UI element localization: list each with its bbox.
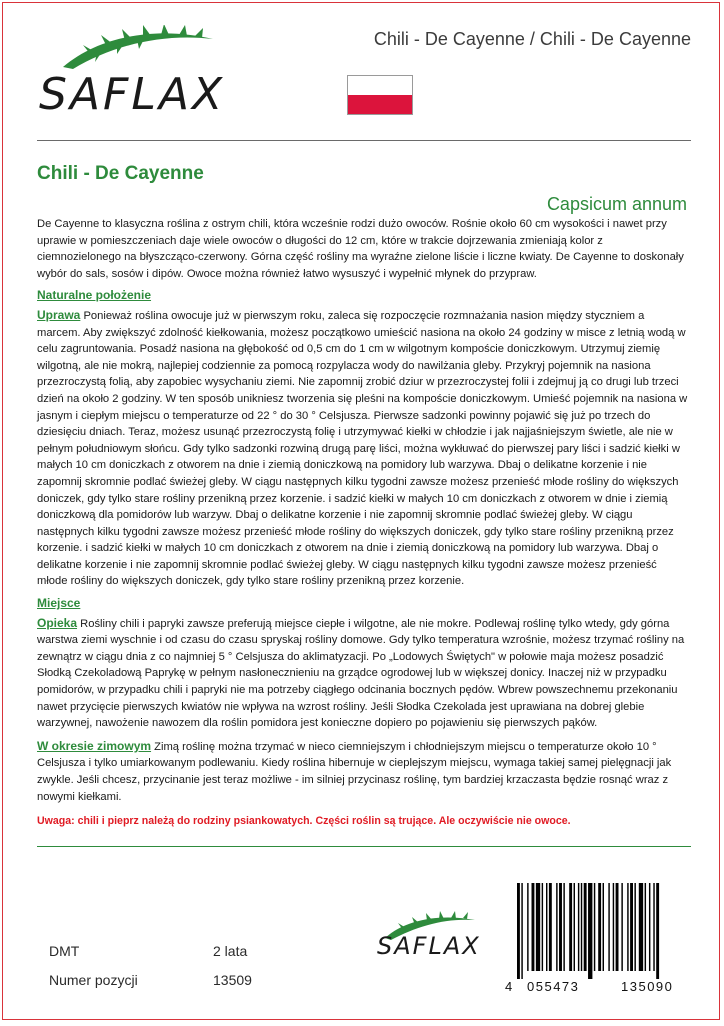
barcode-bar	[621, 883, 622, 971]
barcode-bar	[656, 883, 659, 979]
barcode-bar	[578, 883, 579, 971]
barcode-bar	[549, 883, 552, 971]
flag-white-stripe	[348, 76, 412, 95]
barcode-bar	[613, 883, 614, 971]
barcode-bar	[563, 883, 564, 971]
barcode-left-digits: 055473	[527, 979, 580, 994]
intro-paragraph: De Cayenne to klasyczna roślina z ostrym chili, która wcześnie rodzi dużo owoców. Rośnie około 60 cm wysokości i nawet przy uprawie w pomieszczeniach daje wiele owoców o długości do 12 cm, które w trakcie dojrzewania zmieniają kolor z ciemnozielonego na błyszcząco-czerwony. Górna część rośliny ma wyraźne zielone liście i liczne kwiaty. De Cayenne to doskonały wybór do sals, sosów i dipów. Owoce można również łatwo wysuszyć i wypełnić młynek do przypraw.	[37, 218, 684, 280]
care-paragraph	[37, 615, 689, 732]
barcode-bar	[556, 883, 557, 971]
barcode-bar	[527, 883, 528, 971]
barcode-bar	[653, 883, 654, 971]
barcode-bars-icon	[503, 883, 693, 979]
barcode-right-digits: 135090	[621, 979, 674, 994]
poland-flag-icon	[347, 75, 413, 115]
barcode-first-digit: 4	[505, 979, 513, 994]
barcode-bar	[639, 883, 643, 971]
barcode-bar	[608, 883, 609, 971]
barcode-bar	[521, 883, 522, 979]
winter-lead: W okresie zimowym	[37, 738, 152, 753]
header-title: Chili - De Cayenne / Chili - De Cayenne	[373, 29, 691, 49]
barcode-bar	[542, 883, 543, 971]
barcode-bar	[536, 883, 540, 971]
barcode-bar	[627, 883, 628, 971]
care-text: Rośliny chili i papryki zawsze preferują miejsce ciepłe i wilgotne, ale nie mokre. Podlewaj roślinę tylko wtedy, gdy górna warstwa ziemi wyschnie i od czasu do czasu spryskaj rośliny domowe. Gdy tylko temperatura wzrośnie, możesz trzymać rośliny na zewnątrz w ciągu dnia z co najmniej 5 ° Celsjusza do aklimatyzacji. Po „Lodowych Świętych" w połowie maja możesz posadzić Słodką Czekoladową Paprykę w pełnym nasłonecznieniu na grządce ogrodowej lub w większej donicy. Inaczej niż w przypadku pomidorów, w przypadku chili i papryki nie ma potrzeby ciągłego odcinania bocznych pędów. Wbrew powszechnemu przekonaniu nawet przycięcie pierwszych kwiatów nie wpływa na wzrost rośliny. Jeśli Słodka Czekolada jest uprawiana na dobrej glebie warzywnej, nawożenie nawozem dla roślin pomidora jest konieczne dopiero po pojawieniu się pierwszych pąków.	[37, 617, 685, 730]
product-title: Chili - De Cayenne	[37, 163, 204, 184]
barcode-bar	[598, 883, 601, 971]
position-label: Numer pozycji	[49, 972, 138, 988]
barcode-bar	[584, 883, 587, 971]
saflax-logo-small-text: SAFLAX	[377, 932, 481, 960]
barcode-bar	[645, 883, 646, 971]
barcode-bar	[574, 883, 575, 971]
section-heading-natural-position: Naturalne położenie	[37, 288, 152, 303]
barcode	[503, 883, 693, 983]
flag-red-stripe	[348, 95, 412, 114]
cultivation-lead: Uprawa	[37, 307, 81, 322]
saflax-logo-small	[373, 908, 493, 978]
winter-text: Zimą roślinę można trzymać w nieco ciemniejszym i chłodniejszym miejscu o temperaturze około 10 ° Celsjusza i tylko umiarkowanym podlewaniu. Kiedy roślina hibernuje w cieplejszym miejscu, wymaga takiej samej pielęgnacji jak zwykle. Jeśli chcesz, przycinanie jest teraz możliwe - im silniej przycinasz roślinę, tym bardziej krzaczasta będzie rosnąć wraz z nowymi kiełkami.	[37, 740, 672, 803]
barcode-bar	[594, 883, 595, 971]
barcode-bar	[546, 883, 547, 971]
barcode-bar	[559, 883, 562, 971]
barcode-bar	[649, 883, 650, 971]
barcode-bar	[588, 883, 592, 979]
section-heading-location: Miejsce	[37, 596, 81, 611]
barcode-bar	[569, 883, 572, 971]
leaf-swoosh-icon	[63, 25, 213, 69]
position-value: 13509	[213, 972, 252, 988]
care-lead: Opieka	[37, 615, 78, 630]
dmt-value: 2 lata	[213, 943, 248, 959]
barcode-bar	[532, 883, 535, 971]
top-divider	[37, 140, 691, 141]
barcode-bar	[517, 883, 520, 979]
barcode-bar	[603, 883, 604, 971]
barcode-bar	[630, 883, 633, 971]
barcode-bar	[581, 883, 582, 971]
seed-packet-page	[2, 2, 720, 1020]
winter-paragraph	[37, 738, 689, 805]
description-body	[37, 216, 689, 830]
barcode-bar	[634, 883, 635, 971]
cultivation-text: Ponieważ roślina owocuje już w pierwszym roku, zaleca się rozpoczęcie rozmnażania nasion między styczniem a marcem. Aby zwiększyć zdolność kiełkowania, możesz początkowo umieścić nasiona na około 24 godziny w misce z letnią wodą w celu zagruntowania. Posadź nasiona na głębokość od 0,5 cm do 1 cm w wilgotnym kompoście doniczkowym. Utrzymuj ziemię wilgotną, ale nie mokrą, najlepiej codziennie za pomocą rozpylacza wody do nawilżania gleby. Przykryj pojemnik na nasiona przezroczystą folią, aby zapobiec wysychaniu ziemi. Nie zapomnij zrobić dziur w przezroczystej folii i zdejmuj ją co drugi lub trzeci dzień na około 2 godziny. W ten sposób unikniesz tworzenia się pleśni na kompoście doniczkowym. Umieść pojemnik na nasiona w jasnym i ciepłym miejscu o temperaturze od 22 ° do 30 ° Celsjusza. Pierwsze sadzonki powinny pojawić się już po trzech do dziesięciu dniach. Teraz, możesz usunąć przezroczystą folię i utrzymywać kiełki w chłodzie i jak najjaśniejszym świetle, ale nie w pełnym południowym słońcu. Gdy tylko sadzonki rozwiną drugą parę liści, można wykłuwać do pierwszej pary liści i sadzić kiełki w małych 10 cm doniczkach z otworem na dnie i ziemią doniczkową na pomidory lub warzywa. Dbaj o delikatne korzenie i nie zapomnij skromnie podlać świeżej gleby. W ciągu następnych kilku tygodni zawsze możesz przenieść młode rośliny do większych doniczek, gdy tylko stare rośliny przenikną przez korzenie. i sadzić kiełki w małych 10 cm doniczkach z otworem w dnie i ziemią doniczkową dla pomidorów lub warzyw. Dbaj o delikatne korzenie i nie zapomnij skromnie podlać świeżej gleby. W ciągu następnych kilku tygodni zawsze możesz przenieść młode rośliny do większych doniczek, gdy tylko stare rośliny przenikną przez korzenie. i sadzić kiełki w małych 10 cm doniczkach z otworem na dnie i ziemią doniczkową na pomidory lub warzywa. Dbaj o delikatne korzenie i nie zapomnij skromnie podlać świeżej gleby. W ciągu następnych kilku tygodni zawsze możesz przenieść młode rośliny do większych doniczek, gdy tylko stare rośliny przenikną przez korzenie.	[37, 309, 688, 588]
product-latin-name: Capsicum annum	[546, 194, 687, 214]
saflax-logo	[33, 25, 243, 130]
cultivation-paragraph	[37, 307, 689, 590]
warning-text: Uwaga: chili i pieprz należą do rodziny psiankowatych. Części roślin są trujące. Ale oczywiście nie owoce.	[37, 815, 571, 828]
saflax-logo-text: SAFLAX	[39, 69, 226, 120]
dmt-label: DMT	[49, 943, 80, 959]
barcode-bar	[616, 883, 619, 971]
bottom-divider	[37, 846, 691, 847]
